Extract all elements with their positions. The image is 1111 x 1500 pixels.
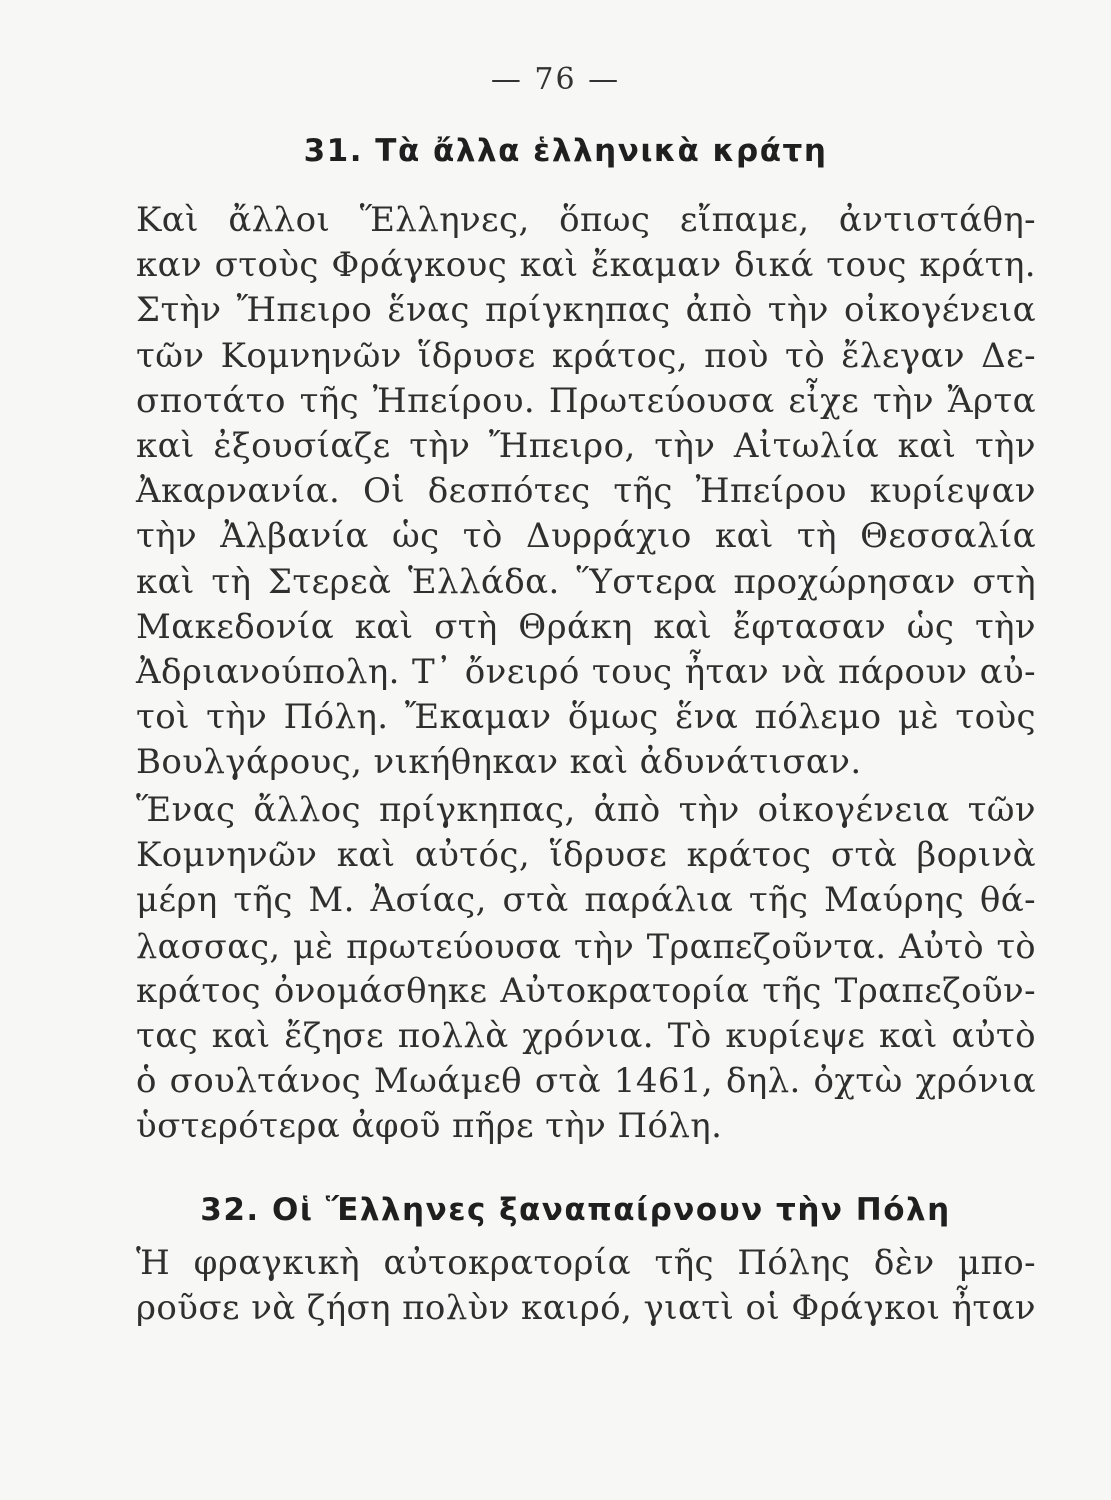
text-line: τὴν Ἀλβανία ὡς τὸ Δυρράχιο καὶ τὴ Θεσσαλία bbox=[136, 516, 1036, 557]
text-line: Ἕνας ἄλλος πρίγκηπας, ἀπὸ τὴν οἰκογένεια τῶν bbox=[136, 790, 1036, 830]
text-line: λασσας, μὲ πρωτεύουσα τὴν Τραπεζοῦντα. Αὐτὸ τὸ bbox=[136, 926, 1036, 966]
paragraph bbox=[136, 1241, 1036, 1331]
text-line: Ἡ φραγκικὴ αὐτοκρατορία τῆς Πόλης δὲν μπο- bbox=[136, 1243, 1036, 1283]
text-line: μέρη τῆς Μ. Ἀσίας, στὰ παράλια τῆς Μαύρης θά- bbox=[136, 880, 1036, 921]
text-line: τας καὶ ἔζησε πολλὰ χρόνια. Τὸ κυρίεψε καὶ αὐτὸ bbox=[136, 1016, 1036, 1057]
text-line: σποτάτο τῆς Ἠπείρου. Πρωτεύουσα εἶχε τὴν Ἄρτα bbox=[136, 380, 1036, 421]
text-line: Μακεδονία καὶ στὴ Θράκη καὶ ἔφτασαν ὡς τὴν bbox=[136, 606, 1036, 647]
text-line: τῶν Κομνηνῶν ἵδρυσε κράτος, ποὺ τὸ ἔλεγαν Δε- bbox=[136, 335, 1036, 376]
text-line: καὶ ἐξουσίαζε τὴν Ἤπειρο, τὴν Αἰτωλία καὶ τὴν bbox=[136, 426, 1036, 467]
text-line: ὁ σουλτάνος Μωάμεθ στὰ 1461, δηλ. ὀχτὼ χρόνια bbox=[136, 1061, 1036, 1102]
page-number: — 76 — bbox=[490, 62, 621, 97]
text-line: Βουλγάρους, νικήθηκαν καὶ ἀδυνάτισαν. bbox=[136, 742, 862, 783]
section-heading-32: 32. Οἱ Ἕλληνες ξαναπαίρνουν τὴν Πόλη bbox=[200, 1192, 951, 1228]
paragraph bbox=[136, 198, 1036, 786]
text-line: Ἀδριανούπολη. Τ᾽ ὄνειρό τους ἦταν νὰ πάρουν αὐ- bbox=[136, 652, 1036, 693]
text-line: τοὶ τὴν Πόλη. Ἔκαμαν ὅμως ἕνα πόλεμο μὲ τοὺς bbox=[136, 697, 1036, 738]
section-heading-31: 31. Τὰ ἄλλα ἑλληνικὰ κράτη bbox=[303, 133, 828, 169]
text-line: ροῦσε νὰ ζήση πολὺν καιρό, γιατὶ οἱ Φράγκοι ἦταν bbox=[136, 1288, 1036, 1329]
text-line: ὑστερότερα ἀφοῦ πῆρε τὴν Πόλη. bbox=[136, 1106, 723, 1147]
text-line: κράτος ὀνομάσθηκε Αὐτοκρατορία τῆς Τραπεζοῦν- bbox=[136, 970, 1036, 1011]
text-line: Ἀκαρνανία. Οἱ δεσπότες τῆς Ἠπείρου κυρίεψαν bbox=[136, 471, 1036, 512]
text-line: καν στοὺς Φράγκους καὶ ἔκαμαν δικά τους κράτη. bbox=[136, 245, 1036, 286]
text-line: Κομνηνῶν καὶ αὐτός, ἵδρυσε κράτος στὰ βορινὰ bbox=[136, 835, 1036, 876]
paragraph bbox=[136, 788, 1036, 1150]
text-line: Καὶ ἄλλοι Ἕλληνες, ὅπως εἴπαμε, ἀντιστάθη- bbox=[136, 200, 1036, 240]
text-line: Στὴν Ἤπειρο ἕνας πρίγκηπας ἀπὸ τὴν οἰκογένεια bbox=[136, 290, 1036, 331]
text-line: καὶ τὴ Στερεὰ Ἑλλάδα. Ὕστερα προχώρησαν στὴ bbox=[136, 561, 1036, 602]
